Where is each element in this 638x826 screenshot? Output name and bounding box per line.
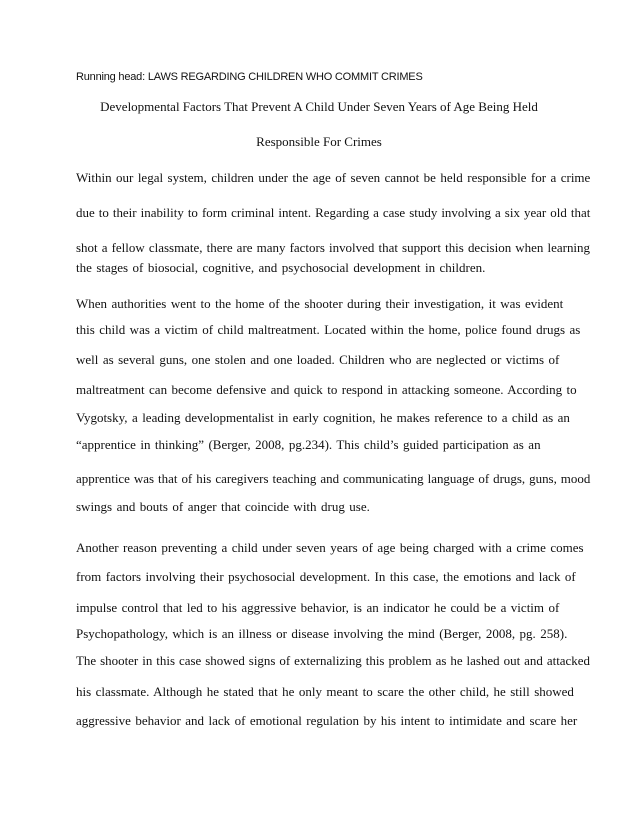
paragraph-3-line-6: his classmate. Although he stated that he only meant to scare the other child, he still showed — [76, 684, 574, 699]
paragraph-1-line-2: due to their inability to form criminal intent. Regarding a case study involving a six year old that — [76, 205, 591, 220]
paragraph-3-line-5: The shooter in this case showed signs of externalizing this problem as he lashed out and attacked — [76, 653, 590, 668]
paragraph-2-line-5: Vygotsky, a leading developmentalist in early cognition, he makes reference to a child as an — [76, 410, 570, 425]
paragraph-1-line-3: shot a fellow classmate, there are many factors involved that support this decision when learning — [76, 240, 591, 255]
paragraph-2-line-2: this child was a victim of child maltreatment. Located within the home, police found drugs as — [76, 322, 581, 337]
paragraph-2-line-8: swings and bouts of anger that coincide with drug use. — [76, 499, 370, 514]
paragraph-1-line-4: the stages of biosocial, cognitive, and psychosocial development in children. — [76, 260, 486, 275]
paragraph-3-line-1: Another reason preventing a child under seven years of age being charged with a crime comes — [76, 540, 584, 555]
title-line-1: Developmental Factors That Prevent A Child Under Seven Years of Age Being Held — [100, 99, 538, 114]
paragraph-3-line-7: aggressive behavior and lack of emotional regulation by his intent to intimidate and scare her — [76, 713, 578, 728]
paragraph-2-line-6: “apprentice in thinking” (Berger, 2008, pg.234). This child’s guided participation as an — [76, 437, 541, 452]
title-line-2: Responsible For Crimes — [256, 134, 382, 149]
paragraph-2-line-4: maltreatment can become defensive and quick to respond in attacking someone. According to — [76, 382, 577, 397]
paragraph-3-line-3: impulse control that led to his aggressive behavior, is an indicator he could be a victim of — [76, 600, 560, 615]
paragraph-2-line-1: When authorities went to the home of the shooter during their investigation, it was evident — [76, 296, 564, 311]
paragraph-2-line-3: well as several guns, one stolen and one loaded. Children who are neglected or victims of — [76, 352, 560, 367]
paragraph-3-line-2: from factors involving their psychosocial development. In this case, the emotions and lack of — [76, 569, 576, 584]
running-head: Running head: LAWS REGARDING CHILDREN WHO COMMIT CRIMES — [76, 71, 423, 83]
paragraph-3-line-4: Psychopathology, which is an illness or disease involving the mind (Berger, 2008, pg. 258). — [76, 626, 568, 641]
paragraph-2-line-7: apprentice was that of his caregivers teaching and communicating language of drugs, guns, mood — [76, 471, 591, 486]
paragraph-1-line-1: Within our legal system, children under the age of seven cannot be held responsible for a crime — [76, 170, 591, 185]
